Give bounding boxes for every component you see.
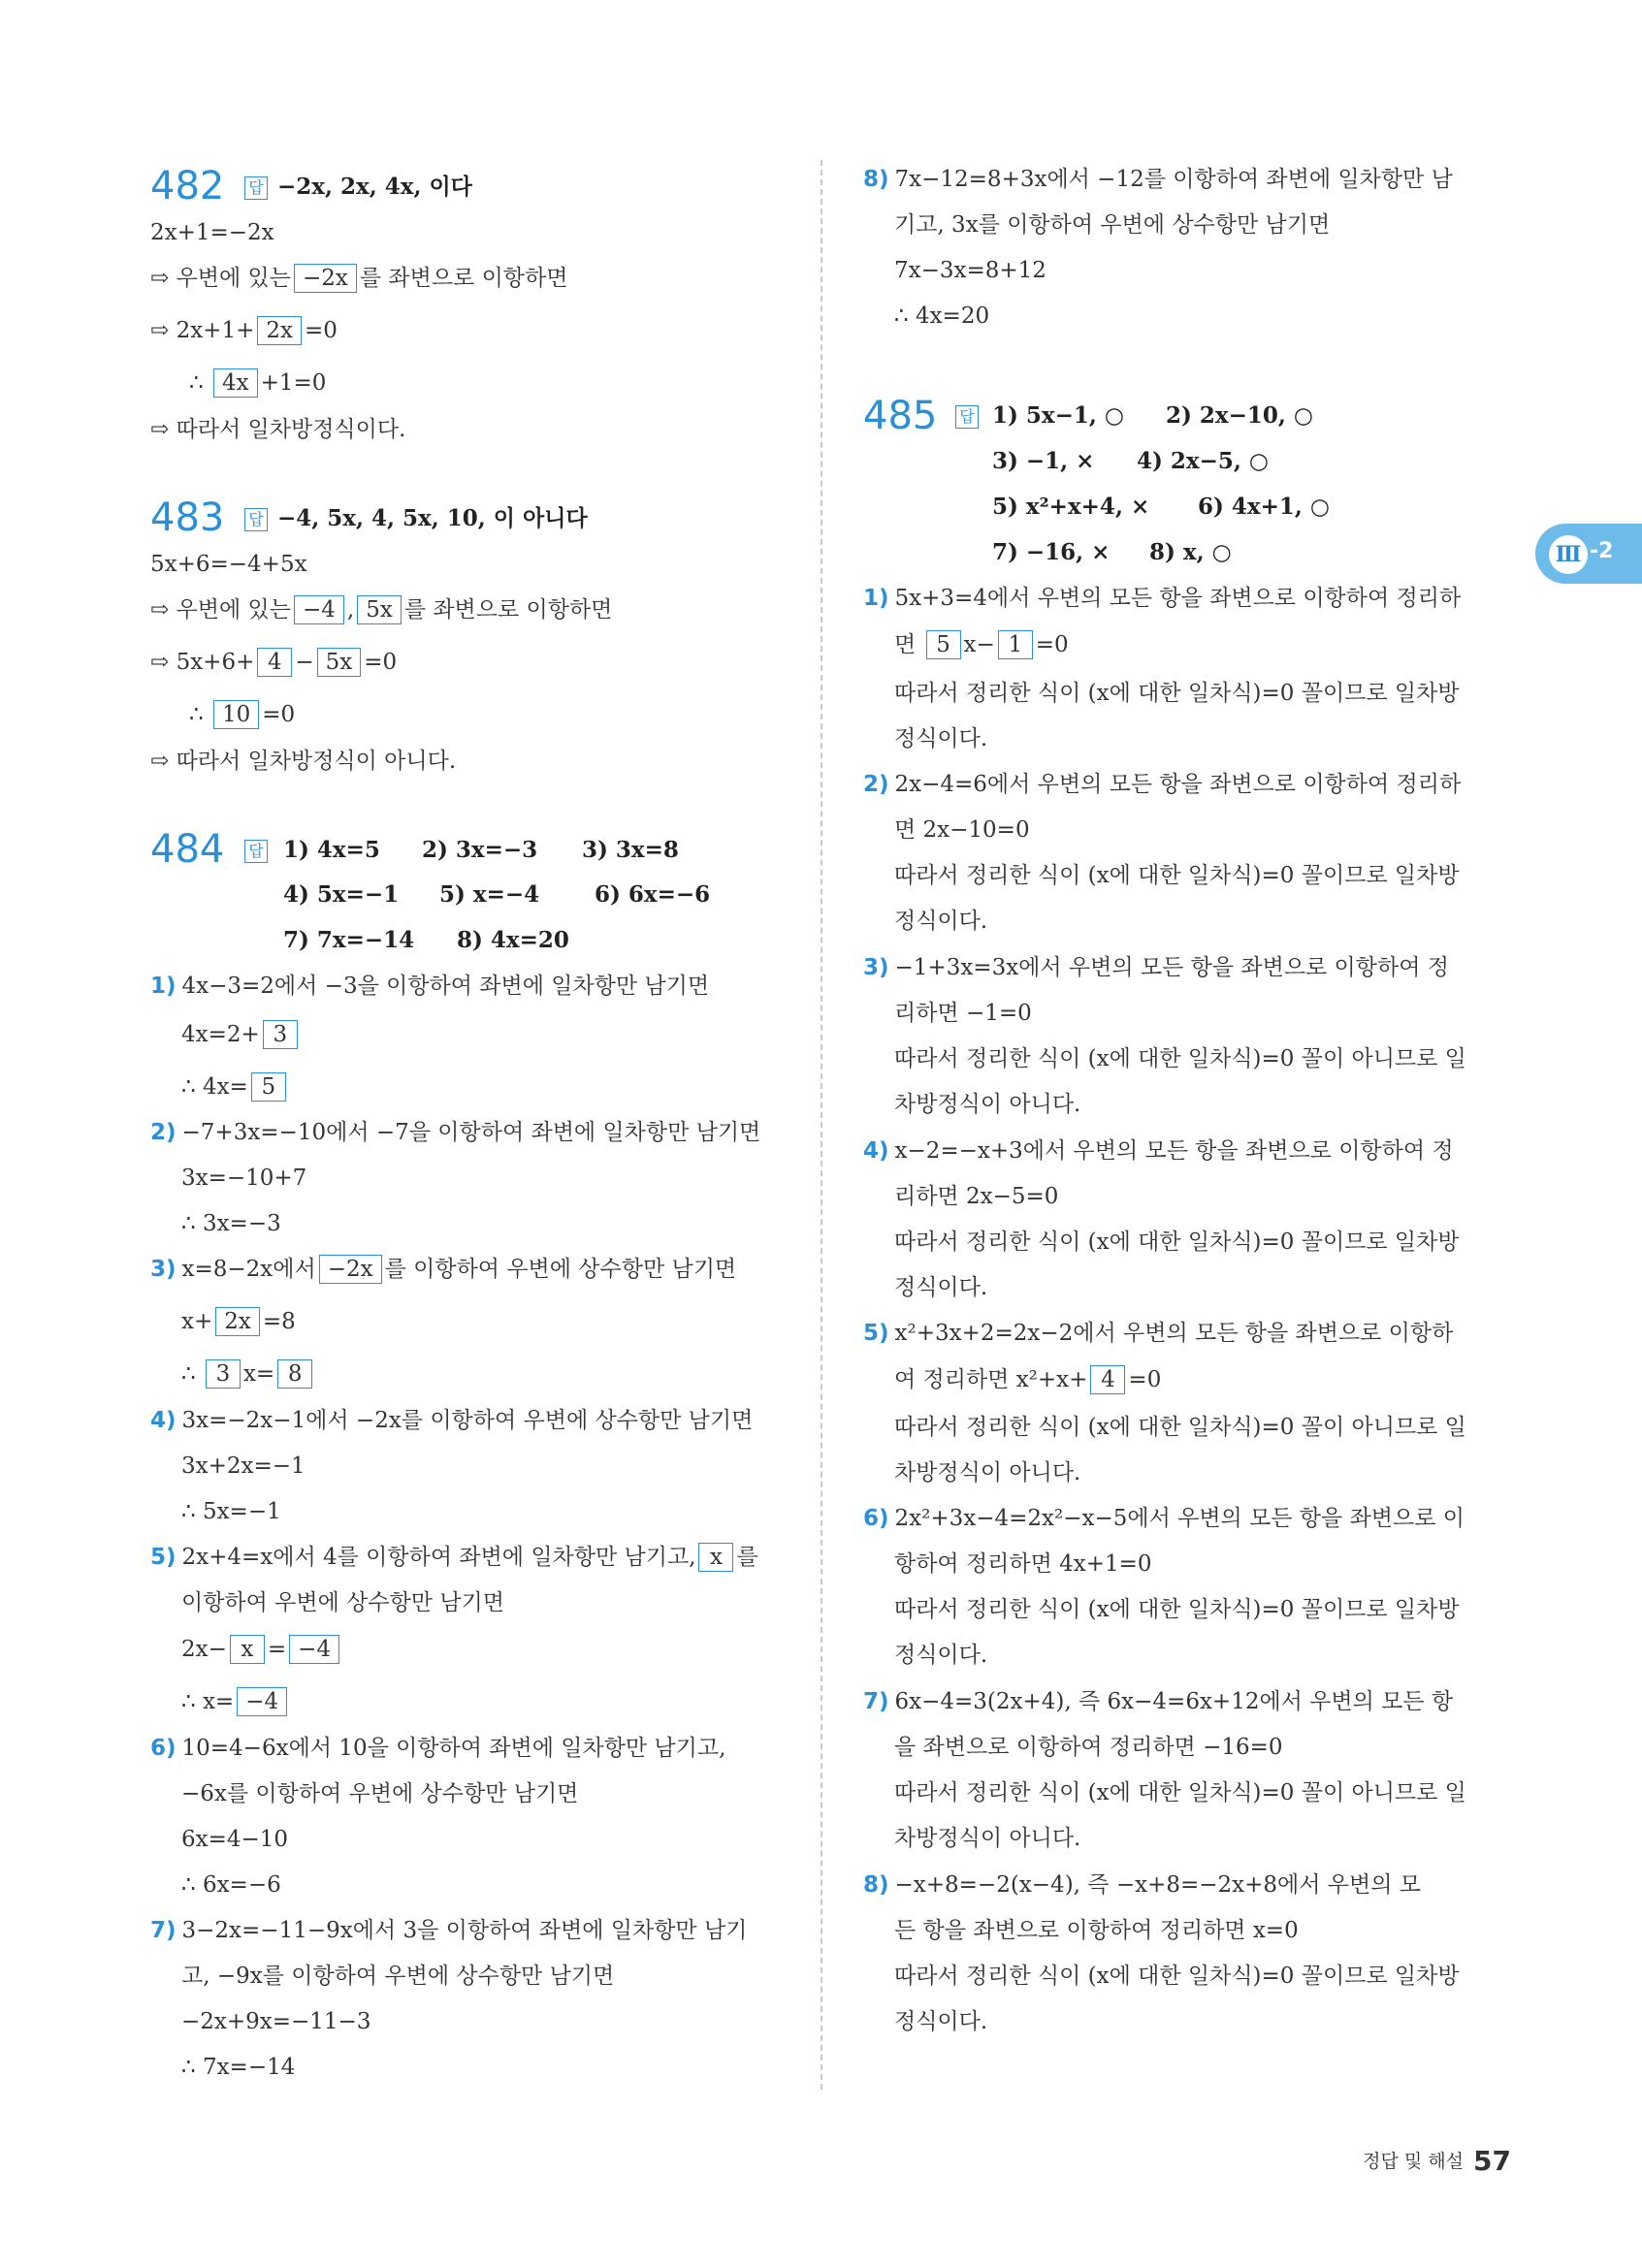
solution-line: 기고, 3x를 이항하여 우변에 상수항만 남기면: [894, 212, 1331, 238]
answer-badge: 답: [244, 840, 268, 863]
solution-line: 항하여 정리하면 4x+1=0: [894, 1551, 1152, 1577]
solution-line: 2) 2x−4=6에서 우변의 모든 항을 좌변으로 이항하여 정리하: [863, 772, 1462, 797]
solution-line: 차방정식이 아니다.: [894, 1460, 1081, 1485]
solution-line: 따라서 정리한 식이 (x에 대한 일차식)=0 꼴이므로 일차방: [894, 1230, 1460, 1255]
solution-line: 정식이다.: [894, 909, 988, 934]
footer-label: 정답 및 해설: [1363, 2151, 1465, 2172]
page-number: 57: [1473, 2145, 1511, 2177]
solution-line: 5) x²+3x+2=2x−2에서 우변의 모든 항을 좌변으로 이항하: [863, 1321, 1454, 1346]
solution-line: 7x−3x=8+12: [894, 258, 1046, 283]
answer-item: 8) x, ○: [1149, 539, 1232, 565]
answer-box: 3: [206, 1359, 241, 1389]
answer-box: −2x: [294, 264, 357, 293]
answer-item: 8) 4x=20: [457, 927, 569, 953]
answer-item: 5) x²+x+4, ×: [992, 494, 1150, 520]
answer-text: −4, 5x, 4, 5x, 10, 이 아니다: [277, 505, 588, 531]
solution-line: 7) 3−2x=−11−9x에서 3을 이항하여 좌변에 일차항만 남기: [150, 1918, 748, 1943]
solution-line: 정식이다.: [894, 1643, 988, 1668]
page-footer: [1363, 2145, 1511, 2177]
answer-badge: 답: [244, 508, 268, 531]
column-divider: [821, 160, 822, 2090]
answer-badge: 답: [955, 405, 979, 429]
answer-box: 1: [998, 630, 1033, 659]
answer-item: 2) 2x−10, ○: [1166, 402, 1313, 429]
answer-item: 7) −16, ×: [992, 539, 1111, 565]
solution-line: ⇨ 따라서 일차방정식이다.: [150, 417, 406, 442]
answer-box: −4: [294, 595, 344, 624]
solution-line: ∴ 3x=−3: [181, 1211, 281, 1236]
answer-item: 1) 4x=5: [283, 837, 380, 863]
answer-box: 10: [213, 700, 259, 729]
solution-line: 따라서 정리한 식이 (x에 대한 일차식)=0 꼴이므로 일차방: [894, 1964, 1460, 1989]
answer-box: 5x: [317, 648, 362, 677]
answer-box: 5x: [357, 595, 402, 624]
solution-line: ∴ 7x=−14: [181, 2055, 296, 2080]
solution-line: ∴ 4x +1=0: [189, 370, 327, 396]
answer-line: [244, 504, 588, 533]
solution-line: ∴ 6x=−6: [181, 1872, 281, 1898]
answer-item: 5) x=−4: [439, 881, 540, 908]
solution-line: 을 좌변으로 이항하여 정리하면 −16=0: [894, 1735, 1283, 1760]
solution-line: 따라서 정리한 식이 (x에 대한 일차식)=0 꼴이 아니므로 일: [894, 1046, 1466, 1071]
solution-line: 6x=4−10: [181, 1827, 289, 1852]
answer-item: 3) −1, ×: [992, 448, 1095, 474]
solution-line: 2x+1=−2x: [150, 220, 274, 245]
answer-box: x: [230, 1635, 265, 1664]
answer-line: [955, 401, 988, 431]
solution-line: 면 5 x− 1 =0: [894, 632, 1069, 657]
chapter-roman: Ⅲ: [1549, 535, 1588, 574]
solution-line: 여 정리하면 x²+x+ 4 =0: [894, 1367, 1162, 1392]
answer-line: [244, 173, 472, 202]
solution-line: 리하면 2x−5=0: [894, 1184, 1059, 1209]
solution-line: ∴ 5x=−1: [181, 1499, 281, 1524]
solution-line: 정식이다.: [894, 2009, 988, 2034]
solution-line: 이항하여 우변에 상수항만 남기면: [181, 1590, 504, 1615]
solution-line: 5x+6=−4+5x: [150, 552, 307, 577]
problem-number: 482: [150, 164, 225, 208]
solution-line: 리하면 −1=0: [894, 1001, 1032, 1026]
solution-line: 4x=2+ 3: [181, 1020, 301, 1049]
solution-line: 6) 10=4−6x에서 10을 이항하여 좌변에 일차항만 남기고,: [150, 1736, 726, 1761]
solution-line: ⇨ 우변에 있는 −2x 를 좌변으로 이항하면: [150, 266, 568, 291]
answer-item: 6) 6x=−6: [595, 881, 711, 908]
solution-line: ∴ 10 =0: [189, 702, 296, 727]
answer-box: −4: [237, 1687, 287, 1716]
solution-line: 3x+2x=−1: [181, 1453, 306, 1479]
answer-item: 4) 5x=−1: [283, 881, 400, 908]
solution-line: 차방정식이 아니다.: [894, 1826, 1081, 1851]
solution-line: 면 2x−10=0: [894, 817, 1030, 843]
solution-line: 따라서 정리한 식이 (x에 대한 일차식)=0 꼴이므로 일차방: [894, 863, 1460, 888]
solution-line: 차방정식이 아니다.: [894, 1092, 1081, 1117]
problem-number: 483: [150, 495, 225, 540]
solution-line: 3) x=8−2x에서 −2x 를 이항하여 우변에 상수항만 남기면: [150, 1257, 737, 1282]
answer-item: 4) 2x−5, ○: [1137, 448, 1269, 474]
solution-line: 든 항을 좌변으로 이항하여 정리하면 x=0: [894, 1918, 1299, 1943]
solution-line: 6) 2x²+3x−4=2x²−x−5에서 우변의 모든 항을 좌변으로 이: [863, 1506, 1465, 1531]
solution-line: 8) 7x−12=8+3x에서 −12를 이항하여 좌변에 일차항만 남: [863, 167, 1453, 192]
solution-line: −2x+9x=−11−3: [181, 2009, 371, 2034]
answer-box: 3: [263, 1020, 298, 1049]
solution-line: 2x− x = −4: [181, 1635, 342, 1664]
solution-line: 4) x−2=−x+3에서 우변의 모든 항을 좌변으로 이항하여 정: [863, 1138, 1454, 1164]
solution-line: 고, −9x를 이항하여 우변에 상수항만 남기면: [181, 1964, 615, 1989]
solution-line: 따라서 정리한 식이 (x에 대한 일차식)=0 꼴이므로 일차방: [894, 681, 1460, 706]
problem-number: 485: [863, 394, 938, 438]
solution-line: ∴ 3 x= 8: [181, 1359, 315, 1389]
answer-badge: 답: [244, 176, 268, 200]
solution-line: 8) −x+8=−2(x−4), 즉 −x+8=−2x+8에서 우변의 모: [863, 1872, 1421, 1898]
solution-line: x+ 2x =8: [181, 1309, 296, 1334]
solution-line: 1) 5x+3=4에서 우변의 모든 항을 좌변으로 이항하여 정리하: [863, 586, 1462, 611]
answer-box: 2x: [257, 316, 302, 345]
solution-line: −6x를 이항하여 우변에 상수항만 남기면: [181, 1781, 579, 1806]
solution-line: ⇨ 2x+1+ 2x =0: [150, 318, 338, 343]
answer-item: 6) 4x+1, ○: [1198, 494, 1330, 520]
answer-box: 5: [926, 630, 961, 659]
solution-line: ∴ x= −4: [181, 1687, 290, 1716]
solution-line: ⇨ 5x+6+ 4 − 5x =0: [150, 650, 398, 675]
solution-line: ∴ 4x= 5: [181, 1072, 289, 1102]
answer-item: 3) 3x=8: [582, 837, 679, 863]
solution-line: ⇨ 따라서 일차방정식이 아니다.: [150, 749, 457, 774]
answer-box: 4: [1090, 1365, 1125, 1394]
solution-line: 따라서 정리한 식이 (x에 대한 일차식)=0 꼴이 아니므로 일: [894, 1780, 1466, 1805]
answer-box: x: [698, 1543, 733, 1572]
answer-box: 4: [257, 648, 292, 677]
solution-line: 따라서 정리한 식이 (x에 대한 일차식)=0 꼴이 아니므로 일: [894, 1415, 1466, 1440]
solution-line: 1) 4x−3=2에서 −3을 이항하여 좌변에 일차항만 남기면: [150, 974, 710, 999]
answer-text: −2x, 2x, 4x, 이다: [277, 174, 472, 200]
answer-item: 2) 3x=−3: [422, 837, 538, 863]
answer-box: 5: [251, 1072, 286, 1102]
chapter-tab: [1535, 524, 1642, 584]
answer-box: 2x: [215, 1307, 260, 1336]
chapter-suffix: -2: [1590, 539, 1614, 563]
answer-box: 4x: [213, 368, 258, 398]
solution-line: 3x=−10+7: [181, 1166, 307, 1191]
problem-number: 484: [150, 827, 225, 872]
answer-box: −4: [289, 1635, 339, 1664]
solution-line: 3) −1+3x=3x에서 우변의 모든 항을 좌변으로 이항하여 정: [863, 955, 1449, 980]
solution-line: ⇨ 우변에 있는 −4 , 5x 를 좌변으로 이항하면: [150, 597, 613, 623]
solution-line: 7) 6x−4=3(2x+4), 즉 6x−4=6x+12에서 우변의 모든 항: [863, 1689, 1454, 1714]
solution-line: 4) 3x=−2x−1에서 −2x를 이항하여 우변에 상수항만 남기면: [150, 1408, 754, 1433]
solution-line: ∴ 4x=20: [894, 303, 990, 329]
answer-item: 7) 7x=−14: [283, 927, 415, 953]
answer-box: 8: [277, 1359, 312, 1389]
answer-line: [244, 836, 277, 865]
solution-line: 정식이다.: [894, 726, 988, 751]
answer-box: −2x: [319, 1255, 382, 1284]
solution-line: 5) 2x+4=x에서 4를 이항하여 좌변에 일차항만 남기고, x 를: [150, 1545, 758, 1570]
answer-item: 1) 5x−1, ○: [992, 402, 1124, 429]
solution-line: 정식이다.: [894, 1275, 988, 1300]
solution-line: 2) −7+3x=−10에서 −7을 이항하여 좌변에 일차항만 남기면: [150, 1120, 761, 1145]
solution-line: 따라서 정리한 식이 (x에 대한 일차식)=0 꼴이므로 일차방: [894, 1597, 1460, 1622]
